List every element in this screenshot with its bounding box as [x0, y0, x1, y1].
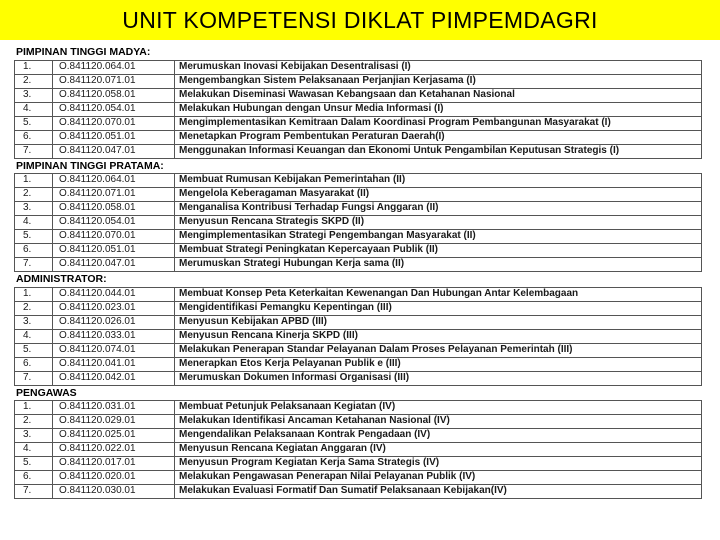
unit-title: Mengelola Keberagaman Masyarakat (II) [175, 188, 702, 202]
row-number: 5. [15, 343, 53, 357]
row-number: 7. [15, 258, 53, 272]
unit-code: O.841120.074.01 [53, 343, 175, 357]
section-heading: PIMPINAN TINGGI PRATAMA: [16, 159, 164, 172]
table-row [15, 74, 702, 88]
unit-title: Mengidentifikasi Pemangku Kepentingan (III) [175, 301, 702, 315]
row-number: 3. [15, 315, 53, 329]
unit-title: Menganalisa Kontribusi Terhadap Fungsi Anggaran (II) [175, 202, 702, 216]
row-number: 3. [15, 202, 53, 216]
unit-title: Merumuskan Strategi Hubungan Kerja sama (II) [175, 258, 702, 272]
table-row [15, 216, 702, 230]
unit-title: Menyusun Rencana Strategis SKPD (II) [175, 216, 702, 230]
table-row [15, 188, 702, 202]
row-number: 2. [15, 74, 53, 88]
unit-title: Melakukan Evaluasi Formatif Dan Sumatif Pelaksanaan Kebijakan(IV) [175, 485, 702, 499]
competency-table [14, 400, 702, 499]
unit-code: O.841120.047.01 [53, 144, 175, 158]
table-row [15, 258, 702, 272]
unit-code: O.841120.058.01 [53, 202, 175, 216]
unit-title: Menerapkan Etos Kerja Pelayanan Publik e (III) [175, 357, 702, 371]
row-number: 5. [15, 457, 53, 471]
row-number: 1. [15, 60, 53, 74]
unit-code: O.841120.054.01 [53, 102, 175, 116]
unit-title: Membuat Strategi Peningkatan Kepercayaan Publik (II) [175, 244, 702, 258]
table-row [15, 485, 702, 499]
unit-title: Melakukan Pengawasan Penerapan Nilai Pelayanan Publik (IV) [175, 471, 702, 485]
row-number: 4. [15, 216, 53, 230]
unit-title: Membuat Petunjuk Pelaksanaan Kegiatan (IV) [175, 401, 702, 415]
row-number: 3. [15, 429, 53, 443]
unit-code: O.841120.051.01 [53, 244, 175, 258]
unit-code: O.841120.058.01 [53, 88, 175, 102]
unit-code: O.841120.064.01 [53, 60, 175, 74]
row-number: 6. [15, 244, 53, 258]
row-number: 2. [15, 188, 53, 202]
row-number: 4. [15, 102, 53, 116]
row-number: 7. [15, 144, 53, 158]
page-title: UNIT KOMPETENSI DIKLAT PIMPEMDAGRI [122, 6, 598, 33]
row-number: 6. [15, 130, 53, 144]
table-row [15, 102, 702, 116]
unit-code: O.841120.042.01 [53, 371, 175, 385]
unit-code: O.841120.026.01 [53, 315, 175, 329]
table-row [15, 429, 702, 443]
section-heading: PENGAWAS [16, 386, 77, 399]
table-row [15, 329, 702, 343]
row-number: 2. [15, 415, 53, 429]
row-number: 4. [15, 329, 53, 343]
unit-title: Mengimplementasikan Strategi Pengembangan Masyarakat (II) [175, 230, 702, 244]
unit-title: Menyusun Rencana Kinerja SKPD (III) [175, 329, 702, 343]
unit-title: Menetapkan Program Pembentukan Peraturan Daerah(I) [175, 130, 702, 144]
unit-code: O.841120.017.01 [53, 457, 175, 471]
section-heading: PIMPINAN TINGGI MADYA: [16, 46, 151, 58]
table-row [15, 116, 702, 130]
unit-code: O.841120.054.01 [53, 216, 175, 230]
unit-title: Membuat Konsep Peta Keterkaitan Kewenangan Dan Hubungan Antar Kelembagaan [175, 287, 702, 301]
table-row [15, 471, 702, 485]
unit-title: Mengendalikan Pelaksanaan Kontrak Pengadaan (IV) [175, 429, 702, 443]
table-row [15, 415, 702, 429]
unit-title: Mengembangkan Sistem Pelaksanaan Perjanjian Kerjasama (I) [175, 74, 702, 88]
table-row [15, 357, 702, 371]
competency-table [14, 60, 702, 159]
table-row [15, 244, 702, 258]
table-row [15, 88, 702, 102]
table-row [15, 343, 702, 357]
row-number: 1. [15, 174, 53, 188]
competency-document [14, 45, 704, 499]
section-heading: ADMINISTRATOR: [16, 273, 107, 285]
table-row [15, 443, 702, 457]
table-row [15, 401, 702, 415]
unit-title: Merumuskan Inovasi Kebijakan Desentralisasi (I) [175, 60, 702, 74]
table-row [15, 315, 702, 329]
row-number: 6. [15, 357, 53, 371]
row-number: 5. [15, 230, 53, 244]
table-row [15, 457, 702, 471]
unit-code: O.841120.030.01 [53, 485, 175, 499]
row-number: 2. [15, 301, 53, 315]
row-number: 5. [15, 116, 53, 130]
unit-code: O.841120.070.01 [53, 116, 175, 130]
unit-code: O.841120.020.01 [53, 471, 175, 485]
unit-code: O.841120.025.01 [53, 429, 175, 443]
table-row [15, 144, 702, 158]
unit-title: Menyusun Program Kegiatan Kerja Sama Strategis (IV) [175, 457, 702, 471]
unit-title: Menggunakan Informasi Keuangan dan Ekonomi Untuk Pengambilan Keputusan Strategis (I) [175, 144, 702, 158]
row-number: 1. [15, 287, 53, 301]
table-row [15, 60, 702, 74]
unit-code: O.841120.041.01 [53, 357, 175, 371]
unit-title: Menyusun Rencana Kegiatan Anggaran (IV) [175, 443, 702, 457]
table-row [15, 287, 702, 301]
row-number: 3. [15, 88, 53, 102]
row-number: 7. [15, 371, 53, 385]
unit-code: O.841120.064.01 [53, 174, 175, 188]
unit-title: Membuat Rumusan Kebijakan Pemerintahan (II) [175, 174, 702, 188]
unit-code: O.841120.051.01 [53, 130, 175, 144]
table-row [15, 202, 702, 216]
unit-code: O.841120.071.01 [53, 188, 175, 202]
table-row [15, 230, 702, 244]
title-bar [0, 0, 720, 40]
competency-table [14, 173, 702, 272]
unit-code: O.841120.022.01 [53, 443, 175, 457]
unit-code: O.841120.033.01 [53, 329, 175, 343]
unit-title: Melakukan Hubungan dengan Unsur Media Informasi (I) [175, 102, 702, 116]
competency-table [14, 287, 702, 386]
unit-title: Melakukan Diseminasi Wawasan Kebangsaan dan Ketahanan Nasional [175, 88, 702, 102]
row-number: 1. [15, 401, 53, 415]
table-row [15, 301, 702, 315]
row-number: 6. [15, 471, 53, 485]
unit-code: O.841120.070.01 [53, 230, 175, 244]
unit-title: Merumuskan Dokumen Informasi Organisasi (III) [175, 371, 702, 385]
unit-title: Mengimplementasikan Kemitraan Dalam Koordinasi Program Pembangunan Masyarakat (I) [175, 116, 702, 130]
unit-title: Melakukan Penerapan Standar Pelayanan Dalam Proses Pelayanan Pemerintah (III) [175, 343, 702, 357]
unit-code: O.841120.029.01 [53, 415, 175, 429]
unit-code: O.841120.044.01 [53, 287, 175, 301]
row-number: 7. [15, 485, 53, 499]
unit-code: O.841120.031.01 [53, 401, 175, 415]
unit-title: Menyusun Kebijakan APBD (III) [175, 315, 702, 329]
table-row [15, 371, 702, 385]
unit-title: Melakukan Identifikasi Ancaman Ketahanan Nasional (IV) [175, 415, 702, 429]
unit-code: O.841120.071.01 [53, 74, 175, 88]
table-row [15, 174, 702, 188]
row-number: 4. [15, 443, 53, 457]
table-row [15, 130, 702, 144]
unit-code: O.841120.047.01 [53, 258, 175, 272]
unit-code: O.841120.023.01 [53, 301, 175, 315]
